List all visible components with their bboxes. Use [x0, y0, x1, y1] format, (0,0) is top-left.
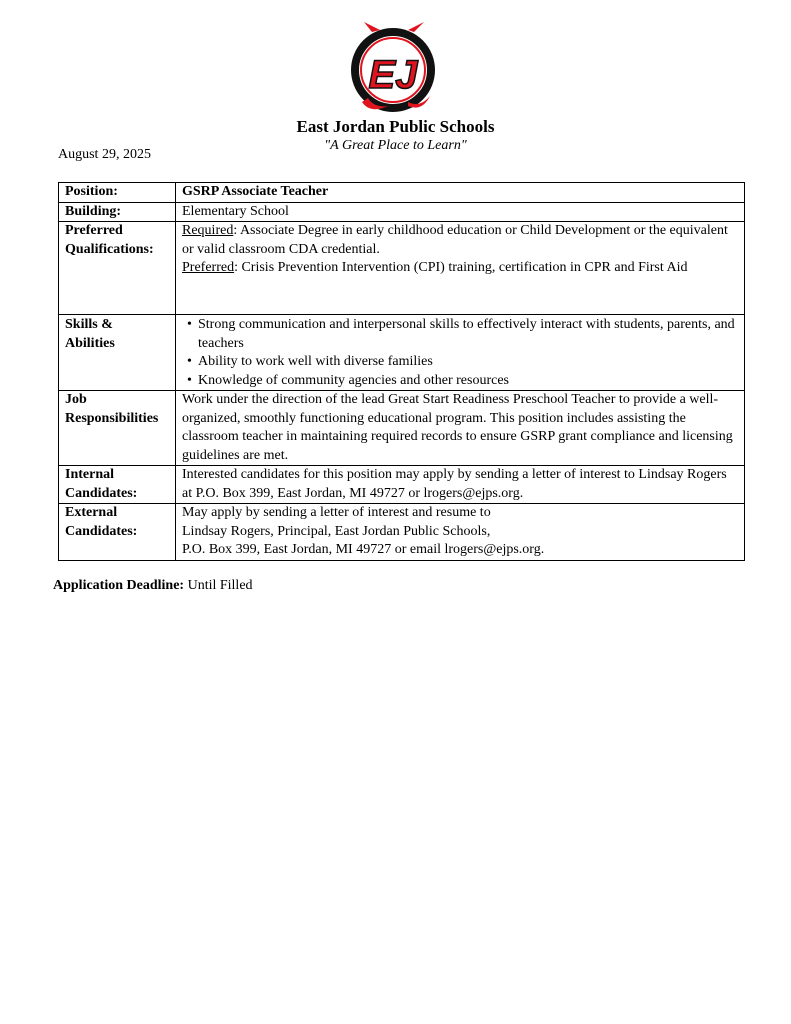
position-value: GSRP Associate Teacher — [176, 183, 745, 203]
preferred-label: Preferred — [182, 260, 235, 275]
application-deadline — [53, 578, 253, 594]
required-label: Required — [182, 223, 234, 238]
qualifications-label-line1: Preferred — [65, 223, 123, 238]
skills-value — [176, 315, 745, 391]
list-item: • Ability to work well with diverse families — [198, 353, 738, 372]
skills-label-line1: Skills & — [65, 317, 113, 332]
table-row — [59, 504, 745, 561]
preferred-qualification — [182, 259, 738, 278]
east-jordan-logo — [350, 22, 436, 114]
external-line2: Lindsay Rogers, Principal, East Jordan Public Schools, — [182, 523, 491, 539]
preferred-text: : Crisis Prevention Intervention (CPI) training, certification in CPR and First Aid — [234, 260, 688, 275]
responsibilities-label-line1: Job — [65, 392, 87, 407]
external-line1: May apply by sending a letter of interest and resume to — [182, 505, 491, 520]
responsibilities-value: Work under the direction of the lead Great Start Readiness Preschool Teacher to provide a well-organized, smoothly functioning educational program. This position includes assisting the classroom teacher in maintaining required records to ensure GSRP grant compliance and licensing guidelines are met. — [176, 391, 745, 466]
deadline-value: Until Filled — [187, 578, 253, 593]
table-row — [59, 315, 745, 391]
school-motto: "A Great Place to Learn" — [324, 138, 467, 153]
table-row — [59, 466, 745, 504]
qualifications-label-line2: Qualifications: — [65, 241, 154, 257]
job-info-table — [58, 182, 745, 561]
internal-value: Interested candidates for this position may apply by sending a letter of interest to Lindsay Rogers at P.O. Box 399, East Jordan, MI 49727 or lrogers@ejps.org. — [176, 466, 745, 504]
table-row — [59, 202, 745, 222]
external-label-line2: Candidates: — [65, 523, 138, 539]
position-label: Position: — [59, 183, 176, 203]
table-row — [59, 183, 745, 203]
table-row — [59, 391, 745, 466]
required-text: : Associate Degree in early childhood education or Child Development or the equivalent or valid classroom CDA credential. — [182, 223, 728, 257]
responsibilities-label — [59, 391, 176, 466]
deadline-label: Application Deadline: — [53, 578, 185, 593]
logo-lettering: EJ — [368, 53, 418, 97]
building-label: Building: — [59, 202, 176, 222]
responsibilities-label-line2: Responsibilities — [65, 410, 159, 426]
internal-label-line1: Internal — [65, 467, 114, 482]
external-line3: P.O. Box 399, East Jordan, MI 49727 or email lrogers@ejps.org. — [182, 542, 545, 557]
skills-label-line2: Abilities — [65, 335, 115, 351]
skills-list — [182, 316, 738, 390]
external-label — [59, 504, 176, 561]
external-value — [176, 504, 745, 561]
required-qualification — [182, 222, 738, 259]
external-label-line1: External — [65, 505, 118, 520]
posting-date: August 29, 2025 — [58, 147, 151, 162]
qualifications-value — [176, 222, 745, 315]
list-item: • Strong communication and interpersonal skills to effectively interact with students, parents, and teachers — [198, 316, 738, 353]
internal-label — [59, 466, 176, 504]
list-item: • Knowledge of community agencies and other resources — [198, 372, 738, 391]
school-name: East Jordan Public Schools — [296, 117, 495, 136]
internal-label-line2: Candidates: — [65, 485, 138, 501]
skills-label — [59, 315, 176, 391]
table-row — [59, 222, 745, 315]
building-value: Elementary School — [176, 202, 745, 222]
qualifications-label — [59, 222, 176, 315]
